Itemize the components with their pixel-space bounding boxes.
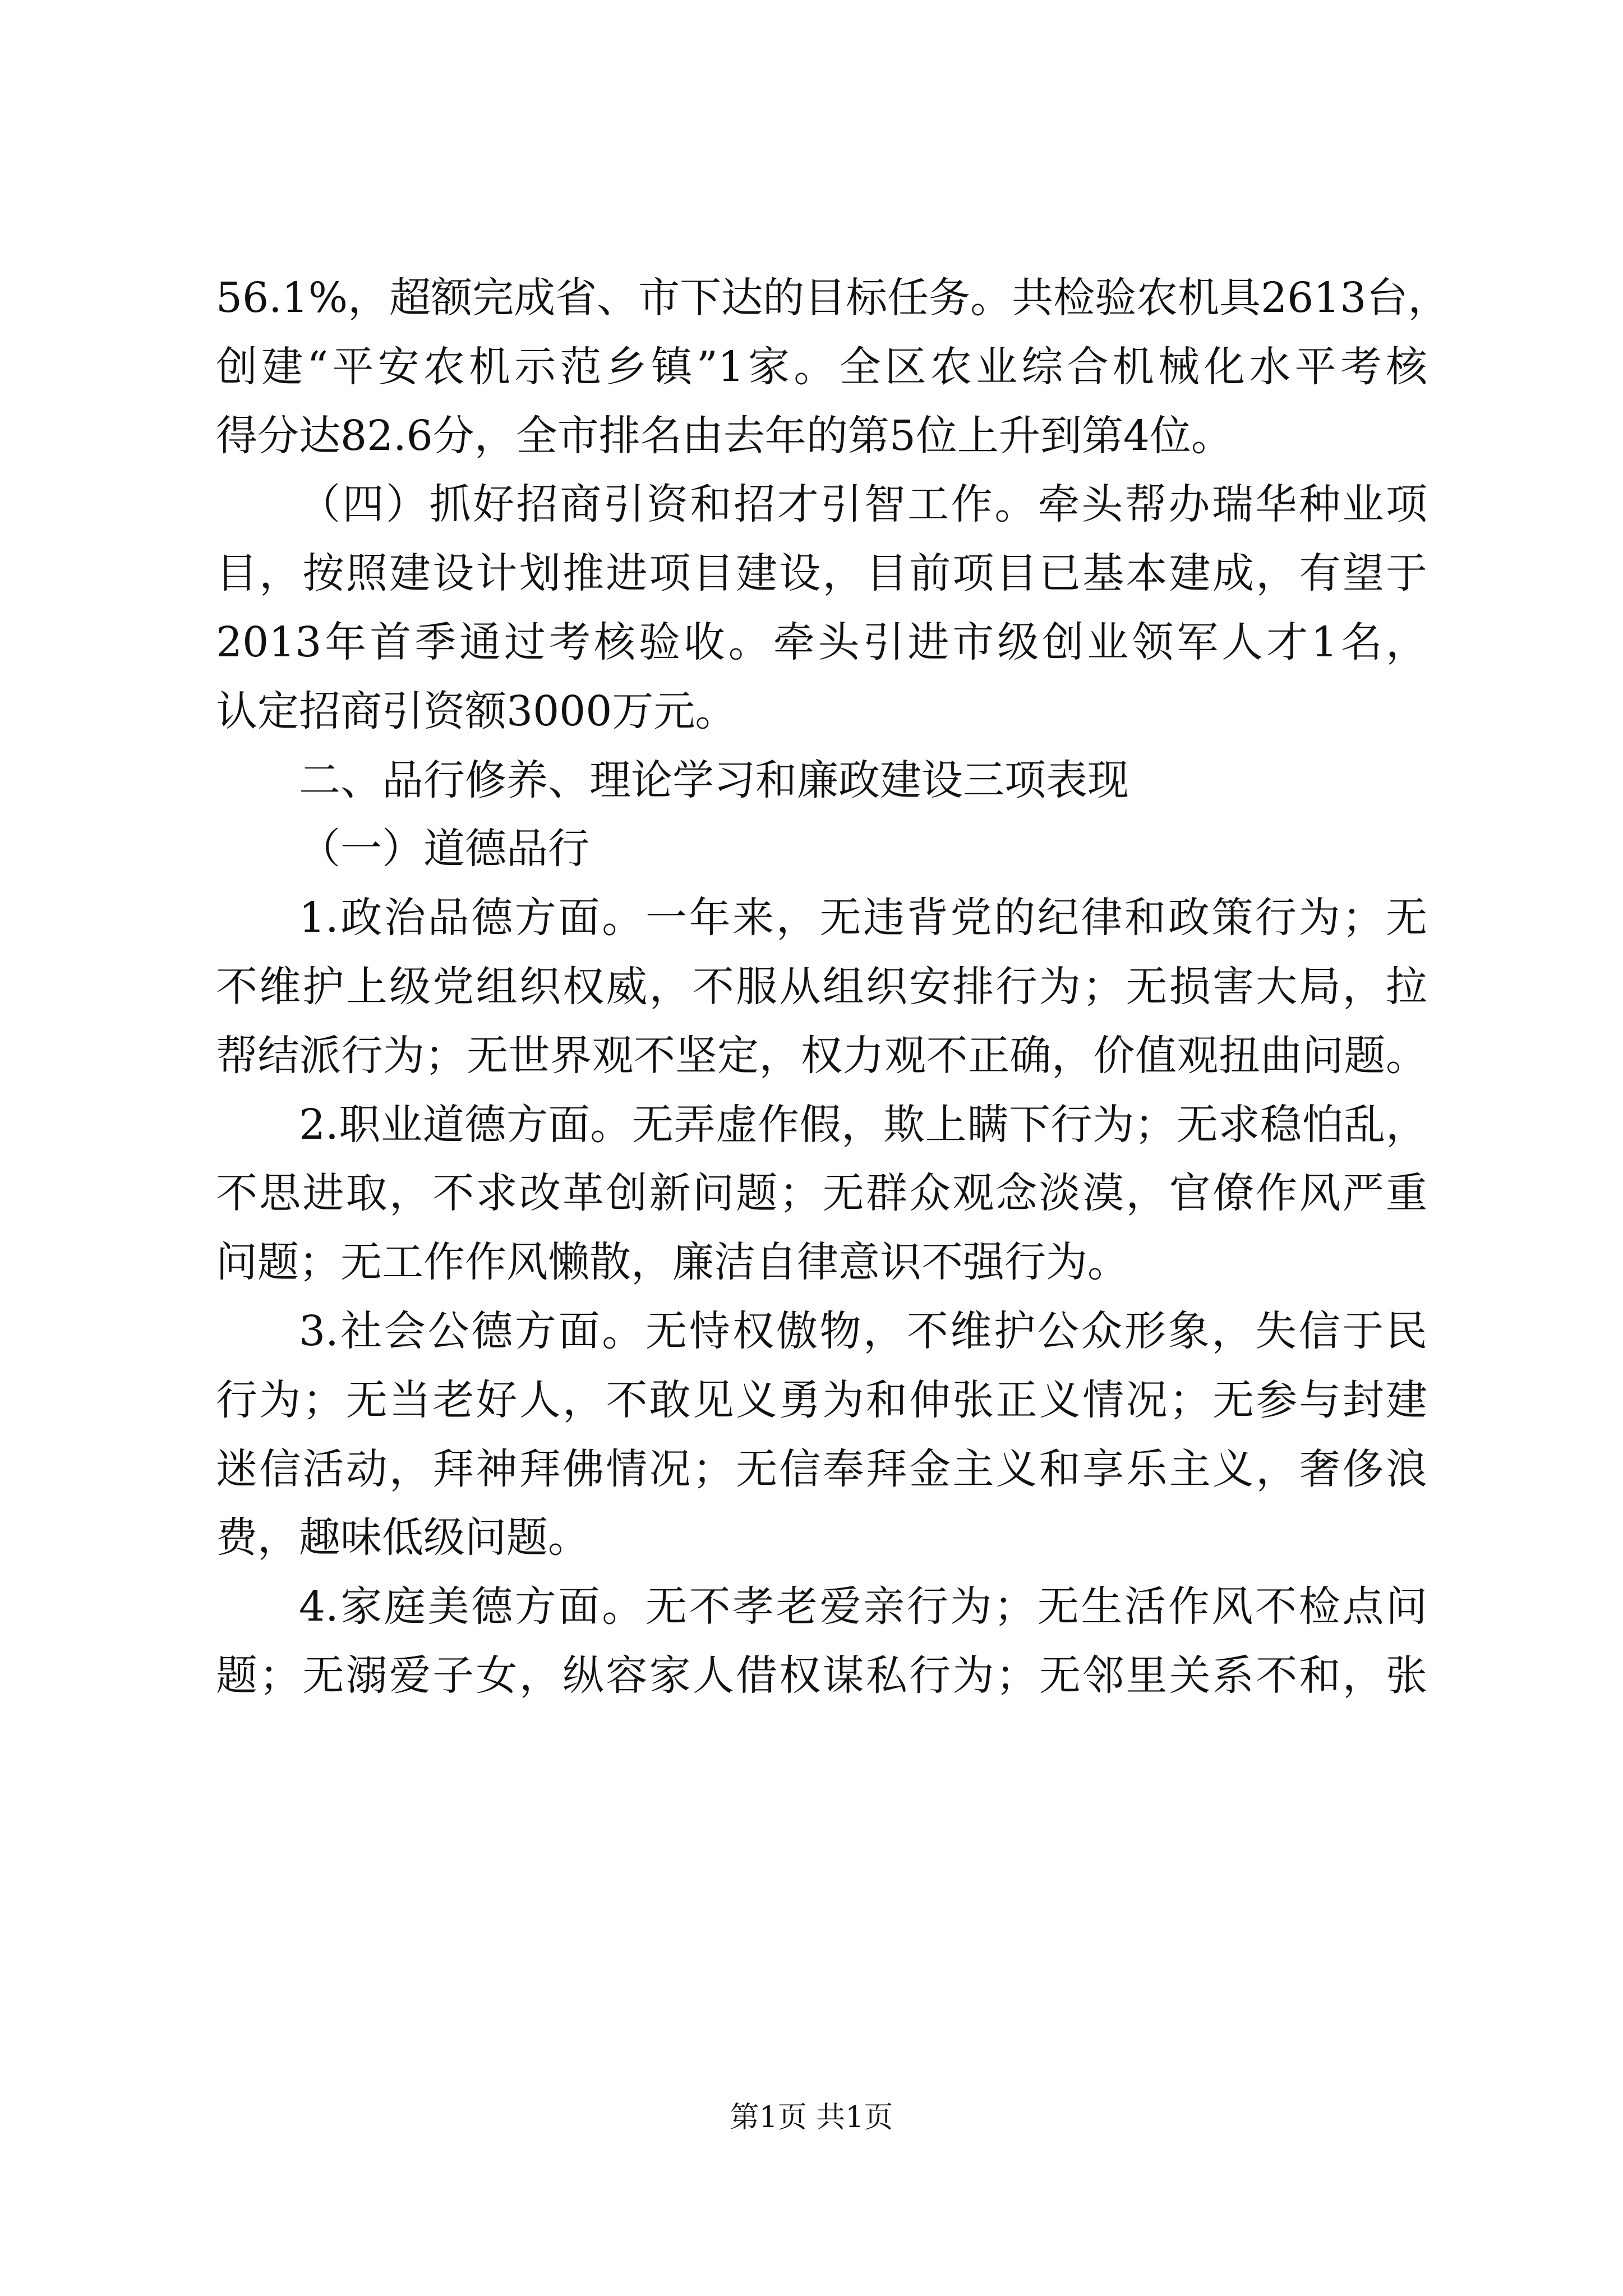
text-line-4: （四）抓好招商引资和招才引智工作。牵头帮办瑞华种业项 xyxy=(299,480,1427,529)
text-line-7: 认定招商引资额3000万元。 xyxy=(216,687,737,735)
text-line-17: 行为；无当老好人，不敢见义勇为和伸张正义情况；无参与封建 xyxy=(216,1375,1427,1424)
text-line-18: 迷信活动，拜神拜佛情况；无信奉拜金主义和享乐主义，奢侈浪 xyxy=(216,1444,1427,1493)
text-line-11: 不维护上级党组织权威，不服从组织安排行为；无损害大局，拉 xyxy=(216,962,1427,1011)
text-line-2: 创建“平安农机示范乡镇”1家。全区农业综合机械化水平考核 xyxy=(216,342,1427,391)
text-line-15: 问题；无工作作风懒散，廉洁自律意识不强行为。 xyxy=(216,1238,1129,1287)
document-body xyxy=(216,264,1450,1710)
text-line-1: 56.1%，超额完成省、市下达的目标任务。共检验农机具2613台， xyxy=(216,274,1450,322)
text-line-10: 1.政治品德方面。一年来，无违背党的纪律和政策行为；无 xyxy=(299,894,1427,942)
text-line-12: 帮结派行为；无世界观不坚定，权力观不正确，价值观扭曲问题。 xyxy=(216,1031,1427,1080)
text-line-13: 2.职业道德方面。无弄虚作假，欺上瞒下行为；无求稳怕乱， xyxy=(299,1100,1427,1149)
text-line-14: 不思进取，不求改革创新问题；无群众观念淡漠，官僚作风严重 xyxy=(216,1169,1427,1218)
subsection-heading: （一）道德品行 xyxy=(299,825,589,873)
text-line-5: 目，按照建设计划推进项目建设，目前项目已基本建成，有望于 xyxy=(216,549,1427,598)
section-heading: 二、品行修养、理论学习和廉政建设三项表现 xyxy=(299,756,1129,804)
text-line-19: 费，趣味低级问题。 xyxy=(216,1513,589,1562)
text-line-16: 3.社会公德方面。无恃权傲物，不维护公众形象，失信于民 xyxy=(299,1306,1427,1355)
text-line-3: 得分达82.6分，全市排名由去年的第5位上升到第4位。 xyxy=(216,411,1233,460)
text-line-6: 2013年首季通过考核验收。牵头引进市级创业领军人才1名， xyxy=(216,618,1427,666)
page-footer: 第1页 共1页 xyxy=(730,2101,893,2134)
text-line-20: 4.家庭美德方面。无不孝老爱亲行为；无生活作风不检点问 xyxy=(299,1582,1427,1631)
text-line-21: 题；无溺爱子女，纵容家人借权谋私行为；无邻里关系不和，张 xyxy=(216,1651,1427,1700)
